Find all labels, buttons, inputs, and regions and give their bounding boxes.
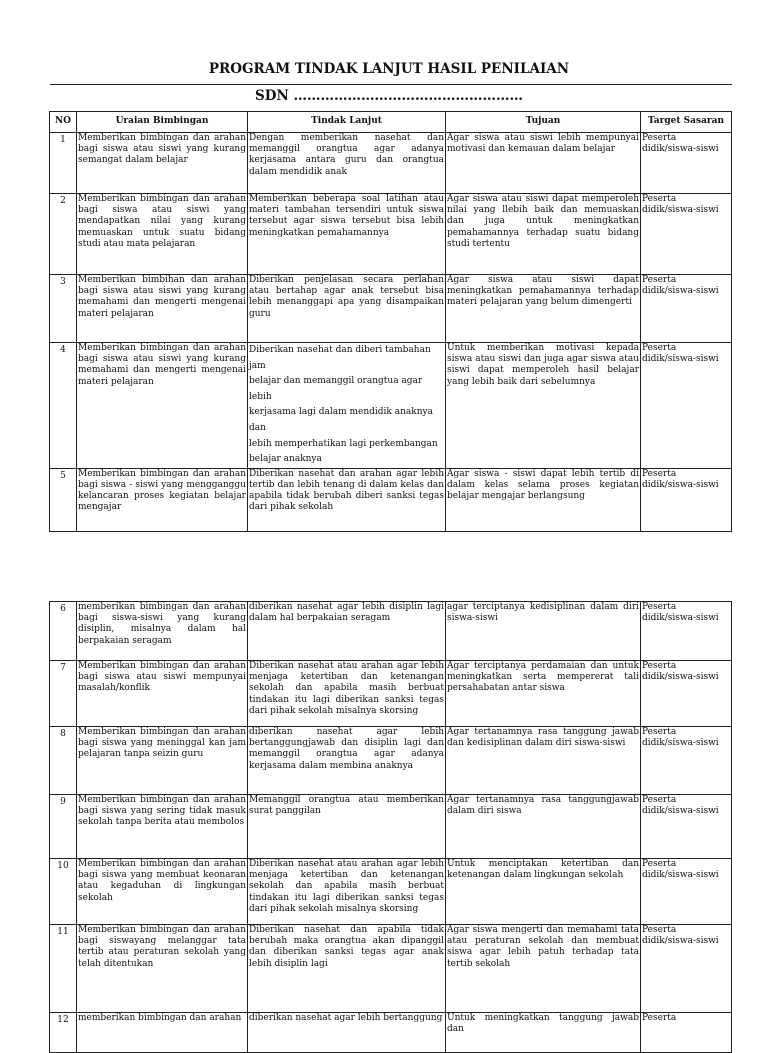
uraian-cell: Memberikan bimbingan dan arahan bagi siswa yang sering tidak masuk sekolah tanpa berita atau membolos [77,795,248,859]
tujuan-cell: Agar siswa atau siswi dapat memperoleh nilai yang llebih baik dan memuaskan dan juga untuk meningkatkan pemahamannya terhadap suatu bidang studi tertentu [446,194,641,275]
table-row [50,795,732,859]
row-number: 6 [50,602,77,661]
table-header-row [50,112,732,133]
target-cell: Peserta didik/siswa-siswi [641,275,732,343]
tindak-lanjut-line: belajar dan memanggil orangtua agar lebih [249,376,423,402]
tindak-lanjut-line: lebih memperhatikan lagi perkembangan [249,438,438,449]
uraian-cell: Memberikan bimbingan dan arahan bagi siswa atau siswi mempunyai masalah/konflik [77,661,248,727]
tindak-lanjut-line: belajar anaknya [249,454,322,465]
target-cell: Peserta didik/siswa-siswi [641,343,732,469]
target-cell: Peserta didik/siswa-siswi [641,602,732,661]
table-row [50,925,732,1013]
tujuan-cell: Agar siswa mengerti dan memahami tata atau peraturan sekolah dan membuat siswa agar lebih patuh terhadap tata tertib sekolah [446,925,641,1013]
target-cell: Peserta didik/siswa-siswi [641,661,732,727]
table-row [50,133,732,194]
uraian-cell: memberikan bimbingan dan arahan bagi siswa-siswi yang kurang disiplin, misalnya dalam hal berpakaian seragam [77,602,248,661]
tindak-lanjut-cell: Memanggil orangtua atau memberikan surat panggilan [248,795,446,859]
table-row [50,602,732,661]
uraian-cell: Memberikan bimbingan dan arahan bagi siswa atau siswi yang kurang memahami dan mengerti mengenai materi pelajaran [77,343,248,469]
uraian-cell: memberikan bimbingan dan arahan [77,1013,248,1053]
table-row [50,275,732,343]
follow-up-table-page-1 [49,111,732,532]
tindak-lanjut-cell: Diberikan nasehat atau arahan agar lebih menjaga ketertiban dan ketenangan sekolah dan apabila masih berbuat tindakan itu lagi diberikan sanksi tegas dari pihak sekolah misalnya skorsing [248,661,446,727]
tindak-lanjut-cell: Diberikan nasehat dan arahan agar lebih tertib dan lebih tenang di dalam kelas dan apabila tidak berubah diberi sanksi tegas dari pihak sekolah [248,468,446,531]
tujuan-cell: Agar tertanamnya rasa tanggungjawab dalam diri siswa [446,795,641,859]
document-title: PROGRAM TINDAK LANJUT HASIL PENILAIAN [208,61,570,77]
table-row [50,468,732,531]
tujuan-cell: Untuk memberikan motivasi kepada siswa atau siswi dan juga agar siswa atau siswi dapat memperoleh hasil belajar yang lebih baik dari sebelumnya [446,343,641,469]
target-cell: Peserta didik/siswa-siswi [641,795,732,859]
target-cell: Peserta [641,1013,732,1053]
tindak-lanjut-cell: Diberikan nasehat atau arahan agar lebih menjaga ketertiban dan ketenangan sekolah dan apabila masih berbuat tindakan itu lagi diberikan sanksi tegas dari pihak sekolah misalnya skorsing [248,859,446,925]
target-cell: Peserta didik/siswa-siswi [641,859,732,925]
row-number: 8 [50,727,77,795]
tujuan-cell: agar terciptanya kedisiplinan dalam diri siswa-siswi [446,602,641,661]
tindak-lanjut-cell: Diberikan penjelasan secara perlahan atau bertahap agar anak tersebut bisa lebih menanggapi apa yang disampaikan guru [248,275,446,343]
table-row [50,1013,732,1053]
row-number: 3 [50,275,77,343]
target-cell: Peserta didik/siswa-siswi [641,727,732,795]
tindak-lanjut-line: kerjasama lagi dalam mendidik anaknya dan [249,407,433,433]
uraian-cell: Memberikan bimbingan dan arahan bagi siswa atau siswi yang mendapatkan nilai yang kurang memuaskan untuk suatu bidang studi atau mata pelajaran [77,194,248,275]
tujuan-cell: Agar terciptanya perdamaian dan untuk meningkatkan serta mempererat tali persahabatan antar siswa [446,661,641,727]
uraian-cell: Memberikan bimbingan dan arahan bagi siswayang melanggar tata tertib atau peraturan sekolah yang telah ditentukan [77,925,248,1013]
table-row [50,661,732,727]
tindak-lanjut-line: Diberikan nasehat dan diberi tambahan jam [249,345,431,371]
row-number: 9 [50,795,77,859]
table-row [50,727,732,795]
uraian-cell: Memberikan bimbingan dan arahan bagi siswa - siswi yang mengganggu kelancaran proses kegiatan belajar mengajar [77,468,248,531]
row-number: 10 [50,859,77,925]
uraian-cell: Memberikan bimbihan dan arahan bagi siswa atau siswi yang kurang memahami dan mengerti mengenai materi pelajaran [77,275,248,343]
target-cell: Peserta didik/siswa-siswi [641,468,732,531]
row-number: 5 [50,468,77,531]
row-number: 4 [50,343,77,469]
tujuan-cell: Agar siswa atau siswi lebih mempunyai motivasi dan kemauan dalam belajar [446,133,641,194]
row-number: 2 [50,194,77,275]
table-row [50,859,732,925]
tujuan-cell: Agar siswa - siswi dapat lebih tertib di dalam kelas selama proses kegiatan belajar mengajar berlangsung [446,468,641,531]
title-divider [50,84,732,85]
header-target-sasaran: Target Sasaran [641,112,732,133]
tujuan-cell: Untuk menciptakan ketertiban dan ketenangan dalam lingkungan sekolah [446,859,641,925]
row-number: 12 [50,1013,77,1053]
tindak-lanjut-cell: diberikan nasehat agar lebih bertanggungjawab dan disiplin lagi dan memanggil orangtua agar adanya kerjasama dalam membina anaknya [248,727,446,795]
uraian-cell: Memberikan bimbingan dan arahan bagi siswa yang meninggal kan jam pelajaran tanpa seizin guru [77,727,248,795]
tindak-lanjut-cell: Diberikan nasehat dan apabila tidak berubah maka orangtua akan dipanggil dan diberikan sanksi tegas agar anak lebih disiplin lagi [248,925,446,1013]
table-row [50,194,732,275]
tujuan-cell: Agar siswa atau siswi dapat meningkatkan pemahamannya terhadap materi pelajaran yang belum dimengerti [446,275,641,343]
header-tindak-lanjut: Tindak Lanjut [248,112,446,133]
target-cell: Peserta didik/siswa-siswi [641,925,732,1013]
header-no: NO [50,112,77,133]
row-number: 7 [50,661,77,727]
header-uraian-bimbingan: Uraian Bimbingan [77,112,248,133]
tindak-lanjut-cell: Memberikan beberapa soal latihan atau materi tambahan tersendiri untuk siswa tersebut agar siswa tersebut bisa lebih meningkatkan pemahamannya [248,194,446,275]
target-cell: Peserta didik/siswa-siswi [641,194,732,275]
tindak-lanjut-cell: Dengan memberikan nasehat dan memanggil orangtua agar adanya kerjasama antara guru dan orangtua dalam mendidik anak [248,133,446,194]
tujuan-cell: Agar tertanamnya rasa tanggung jawab dan kedisiplinan dalam diri siswa-siswi [446,727,641,795]
tindak-lanjut-cell: diberikan nasehat agar lebih disiplin lagi dalam hal berpakaian seragam [248,602,446,661]
row-number: 11 [50,925,77,1013]
row-number: 1 [50,133,77,194]
uraian-cell: Memberikan bimbingan dan arahan bagi siswa yang membuat keonaran atau kegaduhan di lingkungan sekolah [77,859,248,925]
tindak-lanjut-cell: diberikan nasehat agar lebih bertanggung [248,1013,446,1053]
header-tujuan: Tujuan [446,112,641,133]
follow-up-table-page-2 [49,601,732,1053]
uraian-cell: Memberikan bimbingan dan arahan bagi siswa atau siswi yang kurang semangat dalam belajar [77,133,248,194]
tujuan-cell: Untuk meningkatkan tanggung jawab dan [446,1013,641,1053]
school-name-line: SDN …………………………………………… [255,88,523,104]
tindak-lanjut-cell [248,343,446,469]
target-cell: Peserta didik/siswa-siswi [641,133,732,194]
table-row [50,343,732,469]
